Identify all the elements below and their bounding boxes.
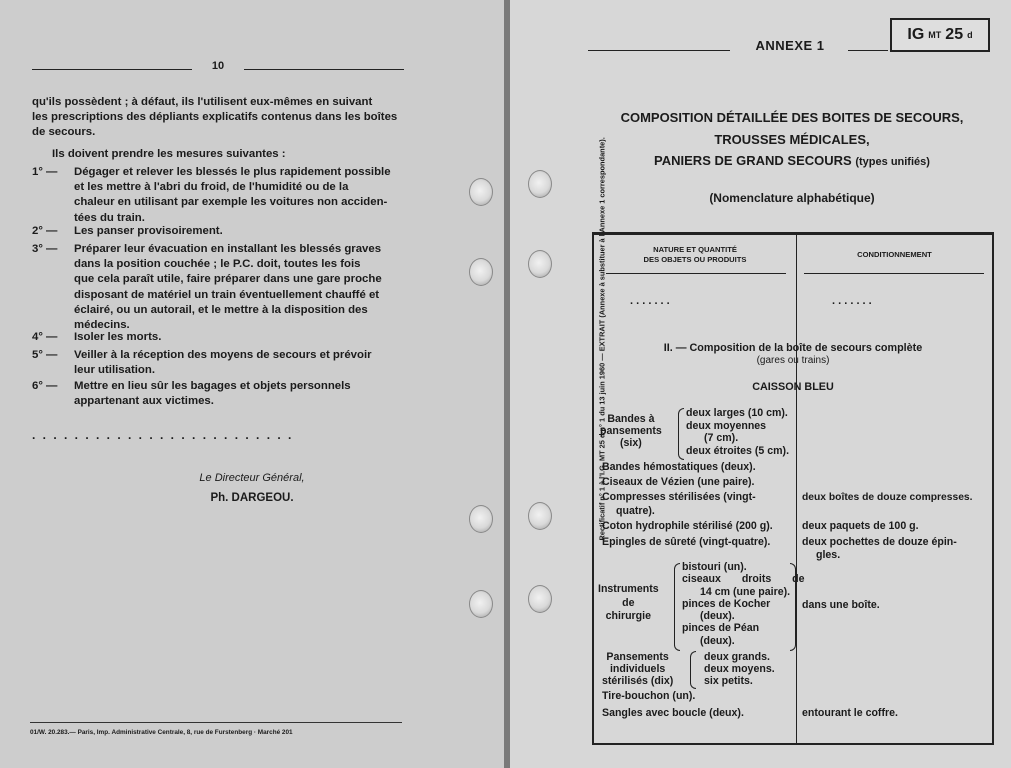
item-line: Dégager et relever les blessés le plus rapidement possible: [74, 166, 391, 178]
instrument-item: (deux).: [700, 610, 735, 623]
header-line: NATURE ET QUANTITÉ: [653, 245, 737, 254]
brace: [674, 563, 680, 651]
item-line: appartenant aux victimes.: [74, 395, 214, 408]
label-line: stérilisés (dix): [602, 675, 674, 687]
pack-cell: deux pochettes de douze épin-: [802, 536, 957, 548]
header-line: DES OBJETS OU PRODUITS: [643, 255, 747, 264]
bande-item: deux larges (10 cm).: [686, 407, 788, 419]
intro-line: qu'ils possèdent ; à défaut, ils l'utilisent eux-mêmes en suivant: [32, 96, 373, 108]
pansements-label: [602, 651, 673, 687]
section-title: II. — Composition de la boîte de secours complète: [663, 342, 923, 354]
item-line: Veiller à la réception des moyens de secours et prévoir: [74, 349, 372, 361]
item-number: 3° —: [32, 243, 58, 255]
product-row: Compresses stérilisées (vingt-: [602, 491, 756, 503]
annex-heading: ANNEXE 1: [755, 38, 825, 53]
item-number: 5° —: [32, 349, 58, 361]
pack-cell: deux paquets de 100 g.: [802, 520, 919, 532]
intro-paragraph: [32, 95, 412, 141]
item-line: dans la position couchée ; le P.C. doit, toutes les fois: [74, 258, 361, 271]
title-line-3: [602, 152, 982, 171]
code-main: IG: [907, 26, 925, 43]
instrument-item: pinces de Péan: [682, 622, 760, 635]
header-rule-right: [804, 273, 984, 274]
composition-table: [592, 232, 994, 745]
annex-rule-right: [848, 50, 888, 51]
item-line: chaleur en utilisant par exemple les voitures non acciden-: [74, 196, 388, 209]
instrument-item: pinces de Kocher: [682, 597, 771, 610]
label-line: individuels: [609, 663, 666, 675]
annex-rule-left: [588, 50, 730, 51]
label-line: Bandes à: [607, 413, 655, 425]
page-number-rule-left: [32, 69, 192, 70]
punch-hole: [528, 585, 552, 613]
page-number: 10: [211, 60, 225, 72]
product-row: Ciseaux de Vézien (une paire).: [602, 476, 755, 488]
pack-cell: gles.: [816, 549, 841, 561]
measure-item-2: [32, 224, 412, 240]
label-line: (six): [620, 437, 642, 449]
code-suffix: d: [967, 30, 973, 40]
product-row: Coton hydrophile stérilisé (200 g).: [602, 520, 773, 532]
label-line: pansements: [600, 425, 662, 437]
product-row: Epingles de sûreté (vingt-quatre).: [602, 536, 771, 548]
pansement-item: six petits.: [704, 675, 753, 687]
instrument-item: bistouri (un).: [682, 561, 747, 573]
punch-hole: [528, 502, 552, 530]
product-row: quatre).: [616, 505, 655, 517]
product-row: Sangles avec boucle (deux).: [602, 707, 744, 719]
punch-hole: [469, 258, 493, 286]
vertical-rectification-note: Rectificatif n° 1 à l'I.G. MT 25 d n° 1 du 13 juin 1960 — EXTRAIT (Annexe à substituer à l'Annexe 1 correspondante).: [597, 137, 607, 541]
table-ellipsis-right: . . . . . . .: [832, 295, 872, 307]
title-suffix: (types unifiés): [855, 156, 930, 168]
title-text: PANIERS DE GRAND SECOURS: [654, 153, 852, 168]
bandes-label: [600, 413, 662, 449]
item-number: 1° —: [32, 166, 58, 178]
product-row: Bandes hémostatiques (deux).: [602, 461, 756, 473]
item-line: que cela paraît utile, faire préparer dans une gare proche: [74, 273, 382, 286]
intro-line: de secours.: [32, 126, 96, 139]
title-line-2: TROUSSES MÉDICALES,: [714, 132, 870, 147]
signature-name: Ph. DARGEOU.: [210, 492, 294, 504]
product-row: Tire-bouchon (un).: [602, 690, 696, 702]
item-line: leur utilisation.: [74, 364, 156, 377]
bande-item: deux étroites (5 cm).: [686, 444, 790, 457]
measure-item-5: [32, 348, 412, 380]
caisson-heading: CAISSON BLEU: [752, 381, 834, 393]
code-number: 25: [945, 26, 964, 43]
punch-hole: [528, 250, 552, 278]
right-page: [510, 0, 1011, 768]
pansement-item: deux moyens.: [704, 663, 775, 675]
pack-cell: deux boîtes de douze compresses.: [802, 492, 973, 503]
measure-item-3: [32, 242, 412, 334]
title-line-1: COMPOSITION DÉTAILLÉE DES BOITES DE SECOURS,: [620, 110, 964, 125]
bande-item: deux moyennes: [686, 419, 767, 432]
item-line: disposant de matériel un train éventuellement chauffé et: [74, 288, 380, 301]
pack-cell: entourant le coffre.: [802, 707, 898, 719]
item-line: et les mettre à l'abri du froid, de l'humidité ou de la: [74, 181, 349, 194]
punch-hole: [528, 170, 552, 198]
item-line: tées du train.: [74, 211, 145, 224]
label-line: Instruments: [598, 583, 659, 595]
item-number: 6° —: [32, 380, 58, 392]
nomenclature-subtitle: (Nomenclature alphabétique): [709, 191, 875, 205]
item-line: médecins.: [74, 319, 130, 332]
label-line: Pansements: [606, 651, 669, 663]
brace: [678, 408, 684, 460]
intro-line: les prescriptions des dépliants explicatifs contenus dans les boîtes: [32, 111, 398, 124]
measure-item-1: [32, 165, 412, 227]
measure-item-6: [32, 379, 412, 411]
instrument-item: 14 cm (une paire).: [700, 585, 791, 598]
ellipsis-dots: . . . . . . . . . . . . . . . . . . . . . . . . .: [32, 428, 294, 442]
signature-title: Le Directeur Général,: [199, 472, 305, 484]
pansements-items: [704, 651, 775, 687]
page-number-rule-right: [244, 69, 404, 70]
lead-sentence: Ils doivent prendre les mesures suivantes :: [52, 148, 286, 160]
punch-hole: [469, 590, 493, 618]
label-line: chirurgie: [605, 610, 651, 622]
left-page: [0, 0, 504, 768]
header-rule-left: [606, 273, 786, 274]
punch-hole: [469, 505, 493, 533]
measure-item-4: [32, 330, 412, 346]
item-line: Préparer leur évacuation en installant les blessés graves: [74, 243, 382, 255]
column-header-products: [594, 245, 796, 265]
table-ellipsis-left: . . . . . . .: [630, 295, 670, 307]
bande-item: (7 cm).: [704, 432, 739, 444]
instrument-item: (deux).: [700, 634, 735, 647]
code-series: MT: [928, 30, 942, 40]
section-subtitle: (gares ou trains): [756, 355, 830, 366]
footer-rule: [30, 722, 402, 723]
instruments-items: [682, 561, 805, 647]
column-divider: [796, 235, 797, 743]
item-number: 4° —: [32, 331, 58, 343]
punch-hole: [469, 178, 493, 206]
brace: [690, 651, 696, 689]
pansement-item: deux grands.: [704, 651, 770, 663]
bandes-items: [686, 407, 789, 457]
label-line: de: [622, 596, 635, 609]
column-header-packaging: CONDITIONNEMENT: [857, 250, 932, 259]
instrument-item: ciseaux droits de: [682, 573, 805, 586]
item-line: éclairé, ou un autorail, et le mettre à la disposition des: [74, 303, 368, 316]
item-number: 2° —: [32, 225, 58, 237]
brace: [790, 563, 796, 651]
item-line: Mettre en lieu sûr les bagages et objets personnels: [74, 380, 351, 392]
instruments-pack: dans une boîte.: [802, 599, 880, 611]
printer-footer: 01/W. 20.283.— Paris, Imp. Administrative Centrale, 8, rue de Furstenberg · Marché 201: [30, 729, 293, 736]
item-line: Isoler les morts.: [74, 331, 162, 343]
instruments-label: [598, 583, 659, 624]
item-line: Les panser provisoirement.: [74, 225, 223, 237]
document-code-box: [890, 18, 990, 52]
